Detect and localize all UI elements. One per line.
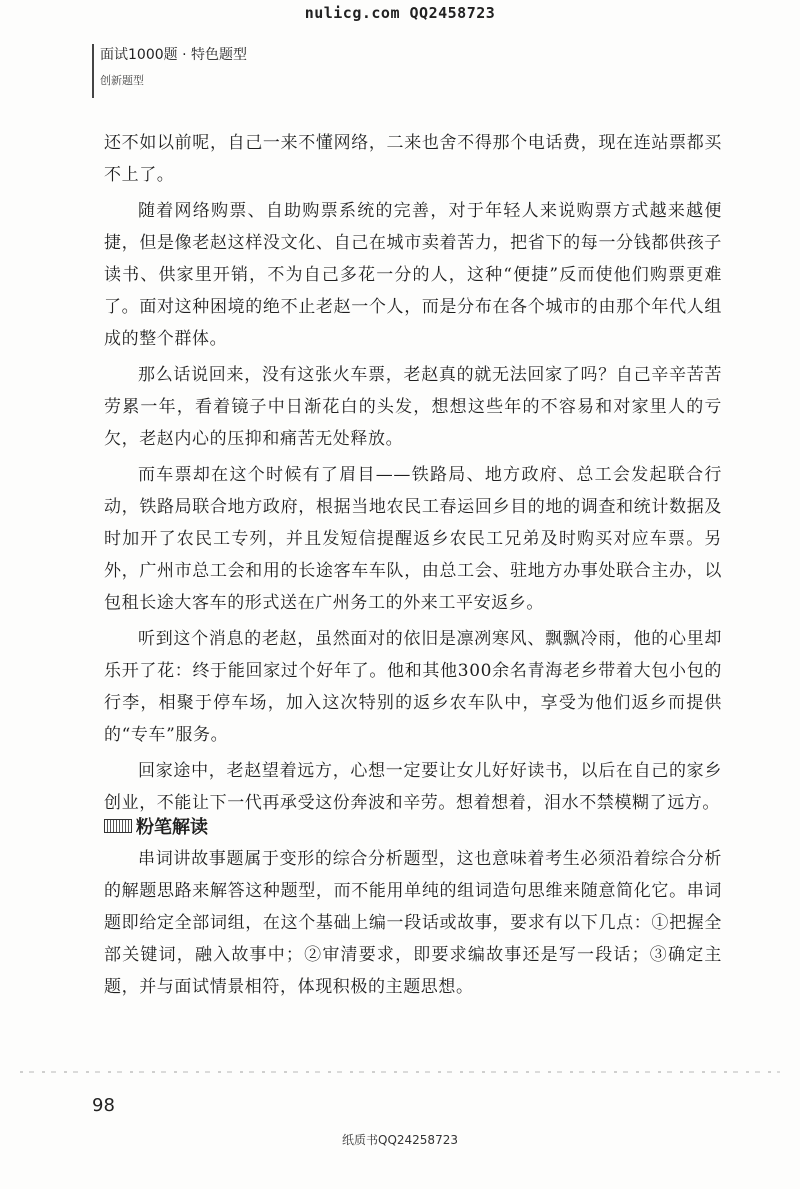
analysis-heading (104, 813, 208, 839)
section-label: 创新题型 (100, 74, 144, 87)
story-body (104, 127, 722, 819)
book-title: 面试1000题 · 特色题型 (100, 47, 247, 63)
top-watermark: nulicg.com QQ2458723 (304, 4, 496, 22)
page-number: 98 (92, 1095, 115, 1116)
analysis-paragraph: 串词讲故事题属于变形的综合分析题型，这也意味着考生必须沿着综合分析的解题思路来解答这种题型，而不能用单纯的组词造句思维来随意简化它。串词题即给定全部词组，在这个基础上编一段话或故事，要求有以下几点：①把握全部关键词，融入故事中；②审清要求，即要求编故事还是写一段话；③确定主题，并与面试情景相符，体现积极的主题思想。 (104, 849, 722, 997)
analysis-body (104, 843, 722, 1003)
chalk-icon (104, 819, 132, 833)
scan-noise-divider (20, 1071, 780, 1073)
paragraph: 听到这个消息的老赵，虽然面对的依旧是凛冽寒风、飘飘冷雨，他的心里却乐开了花：终于能回家过个好年了。他和其他300余名青海老乡带着大包小包的行李，相聚于停车场，加入这次特别的返乡农车队中，享受为他们返乡而提供的“专车”服务。 (104, 629, 722, 745)
paragraph: 而车票却在这个时候有了眉目——铁路局、地方政府、总工会发起联合行动，铁路局联合地方政府，根据当地农民工春运回乡目的地的调查和统计数据及时加开了农民工专列，并且发短信提醒返乡农民工兄弟及时购买对应车票。另外，广州市总工会和用的长途客车车队，由总工会、驻地方办事处联合主办，以包租长途大客车的形式送在广州务工的外来工平安返乡。 (104, 465, 722, 613)
paragraph: 随着网络购票、自助购票系统的完善，对于年轻人来说购票方式越来越便捷，但是像老赵这样没文化、自己在城市卖着苦力，把省下的每一分钱都供孩子读书、供家里开销，不为自己多花一分的人，这种“便捷”反而使他们购票更难了。面对这种困境的绝不止老赵一个人，而是分布在各个城市的由那个年代人组成的整个群体。 (104, 201, 722, 349)
paragraph: 回家途中，老赵望着远方，心想一定要让女儿好好读书，以后在自己的家乡创业，不能让下一代再承受这份奔波和辛劳。想着想着，泪水不禁模糊了远方。 (104, 761, 722, 813)
bottom-watermark: 纸质书QQ24258723 (342, 1133, 458, 1147)
analysis-heading-text: 粉笔解读 (136, 817, 208, 838)
paragraph: 还不如以前呢，自己一来不懂网络，二来也舍不得那个电话费，现在连站票都买不上了。 (104, 133, 722, 185)
running-header (92, 44, 247, 98)
paragraph: 那么话说回来，没有这张火车票，老赵真的就无法回家了吗？自己辛辛苦苦劳累一年，看着镜子中日渐花白的头发，想想这些年的不容易和对家里人的亏欠，老赵内心的压抑和痛苦无处释放。 (104, 365, 722, 449)
